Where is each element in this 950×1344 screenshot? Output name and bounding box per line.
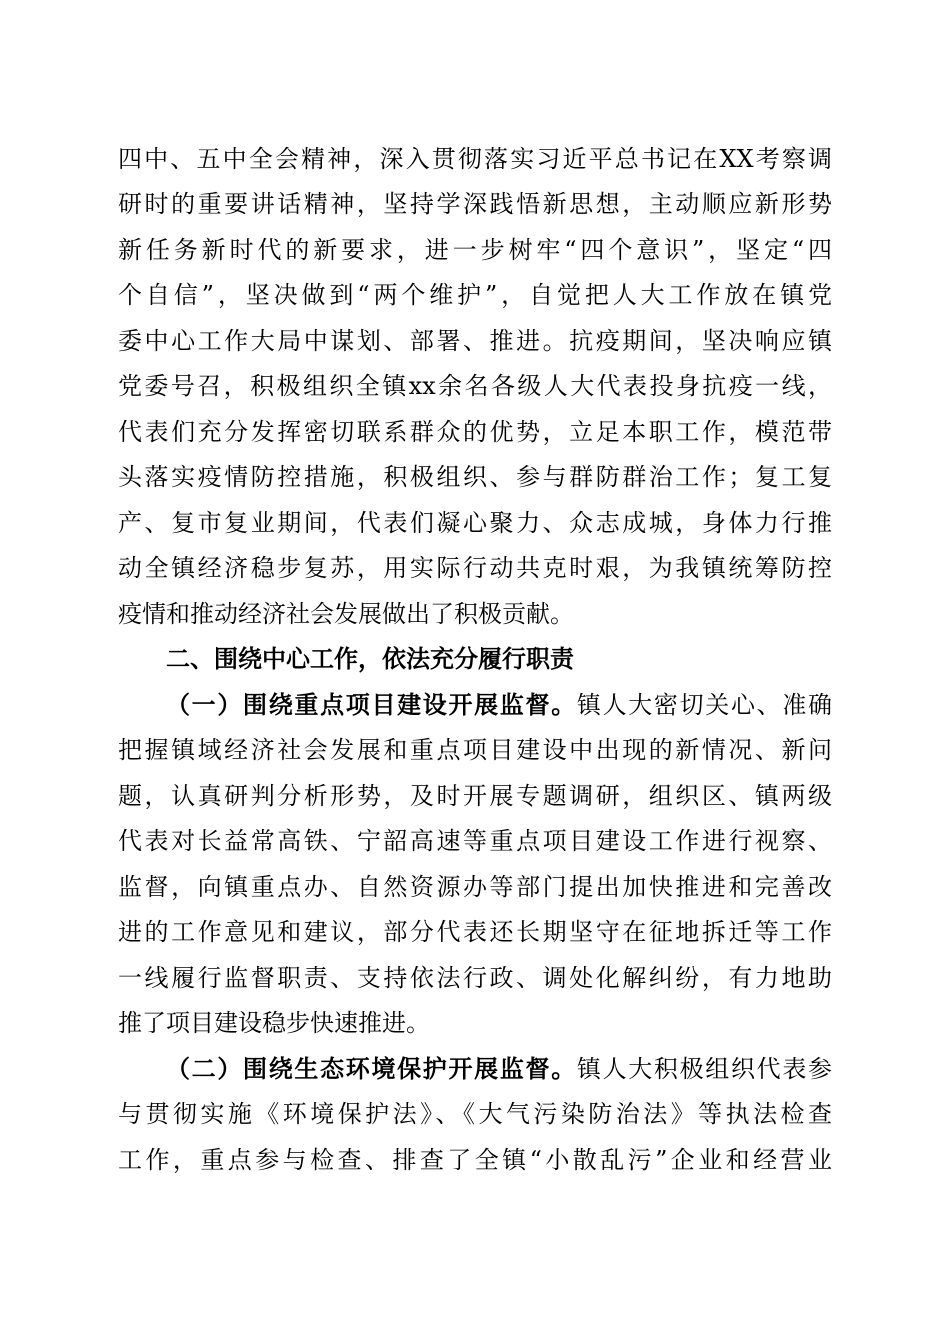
text-line: 委中心工作大局中谋划、部署、推进。抗疫期间，坚决响应镇 (118, 327, 832, 355)
text-line: 党委号召，积极组织全镇xx余名各级人大代表投身抗疫一线， (118, 372, 832, 400)
text-line: 进的工作意见和建议，部分代表还长期坚守在征地拆迁等工作 (118, 918, 832, 946)
text-line: 产、复市复业期间，代表们凝心聚力、众志成城，身体力行推 (118, 509, 832, 537)
text-line: 工作，重点参与检查、排查了全镇“小散乱污”企业和经营业 (118, 1146, 832, 1174)
text-line: 四中、五中全会精神，深入贯彻落实习近平总书记在XX考察调 (118, 145, 832, 173)
text-line: 推了项目建设稳步快速推进。 (118, 1009, 430, 1037)
text-line: 监督，向镇重点办、自然资源办等部门提出加快推进和完善改 (118, 873, 832, 901)
subsection-text: 镇人大积极组织代表参 (576, 1055, 833, 1083)
text-line: 个自信”，坚决做到“两个维护”，自觉把人大工作放在镇党 (118, 281, 832, 309)
text-line: 疫情和推动经济社会发展做出了积极贡献。 (118, 600, 574, 628)
text-line: 研时的重要讲话精神，坚持学深践悟新思想，主动顺应新形势 (118, 190, 832, 218)
text-line: 把握镇域经济社会发展和重点项目建设中出现的新情况、新问 (118, 736, 832, 764)
text-line: 一线履行监督职责、支持依法行政、调处化解纠纷，有力地助 (118, 964, 832, 992)
subsection-text: 镇人大密切关心、准确 (576, 691, 833, 719)
subsection-first-line (166, 1047, 832, 1091)
subsection-lead: （一）围绕重点项目建设开展监督。 (166, 690, 577, 719)
subsection-lead: （二）围绕生态环境保护开展监督。 (166, 1054, 577, 1083)
text-line: 题，认真研判分析形势，及时开展专题调研，组织区、镇两级 (118, 782, 832, 810)
text-line: 头落实疫情防控措施，积极组织、参与群防群治工作；复工复 (118, 463, 832, 491)
section-heading: 二、围绕中心工作，依法充分履行职责 (166, 645, 574, 673)
text-line: 代表们充分发挥密切联系群众的优势，立足本职工作，模范带 (118, 418, 832, 446)
text-line: 与贯彻实施《环境保护法》、《大气污染防治法》等执法检查 (118, 1100, 832, 1128)
text-line: 动全镇经济稳步复苏，用实际行动共克时艰，为我镇统筹防控 (118, 554, 832, 582)
subsection-first-line (166, 683, 832, 727)
text-line: 新任务新时代的新要求，进一步树牢“四个意识”，坚定“四 (118, 236, 832, 264)
text-line: 代表对长益常高铁、宁韶高速等重点项目建设工作进行视察、 (118, 827, 832, 855)
